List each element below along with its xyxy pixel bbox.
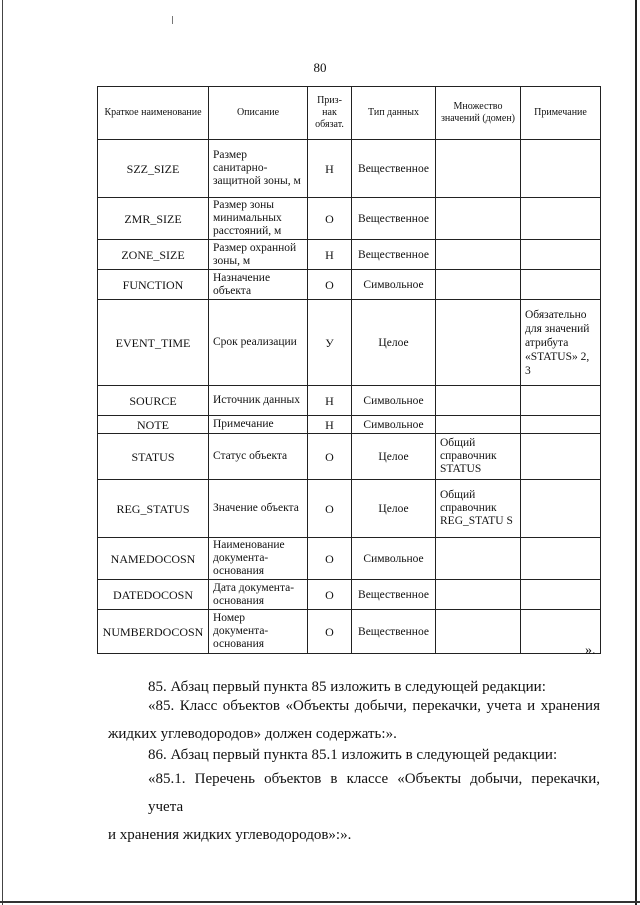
- cell-type: Целое: [352, 300, 436, 386]
- cell-description: Статус объекта: [209, 434, 308, 480]
- cell-name: NUMBERDOCOSN: [98, 610, 209, 654]
- paragraph-86-intro: 86. Абзац первый пункта 85.1 изложить в следующей редакции:: [148, 747, 558, 763]
- cell-domain: [436, 580, 521, 610]
- cell-name: FUNCTION: [98, 270, 209, 300]
- cell-note: [521, 386, 601, 416]
- cell-note: Обязательно для значений атрибута «STATUS» 2, 3: [521, 300, 601, 386]
- cell-description: Дата документа-основания: [209, 580, 308, 610]
- cell-name: EVENT_TIME: [98, 300, 209, 386]
- header-required-flag: Приз-нак обязат.: [308, 87, 352, 140]
- cell-domain: Общий справочник REG_STATU S: [436, 480, 521, 538]
- table-row: [98, 300, 601, 386]
- table-row: [98, 538, 601, 580]
- scan-edge-bottom: [0, 901, 640, 903]
- table-row: [98, 140, 601, 198]
- scan-mark: [172, 16, 173, 24]
- cell-flag: О: [308, 434, 352, 480]
- closing-quote-mark: ».: [585, 643, 596, 658]
- scan-edge-right: [635, 0, 637, 905]
- cell-type: Символьное: [352, 270, 436, 300]
- header-domain: Множество значений (домен): [436, 87, 521, 140]
- cell-description: Номер документа-основания: [209, 610, 308, 654]
- cell-flag: Н: [308, 416, 352, 434]
- cell-name: DATEDOCOSN: [98, 580, 209, 610]
- cell-note: [521, 198, 601, 240]
- cell-flag: О: [308, 538, 352, 580]
- cell-type: Целое: [352, 434, 436, 480]
- cell-flag: Н: [308, 386, 352, 416]
- page-number: 80: [313, 60, 327, 75]
- cell-name: NOTE: [98, 416, 209, 434]
- cell-type: Символьное: [352, 386, 436, 416]
- cell-note: [521, 434, 601, 480]
- cell-domain: [436, 300, 521, 386]
- header-data-type: Тип данных: [352, 87, 436, 140]
- table-row: [98, 386, 601, 416]
- cell-flag: О: [308, 610, 352, 654]
- cell-note: [521, 416, 601, 434]
- cell-description: Источник данных: [209, 386, 308, 416]
- cell-domain: [436, 416, 521, 434]
- cell-note: [521, 538, 601, 580]
- cell-domain: Общий справочник STATUS: [436, 434, 521, 480]
- header-short-name: Краткое наименование: [98, 87, 209, 140]
- cell-domain: [436, 140, 521, 198]
- header-description: Описание: [209, 87, 308, 140]
- cell-flag: О: [308, 580, 352, 610]
- cell-domain: [436, 386, 521, 416]
- cell-domain: [436, 240, 521, 270]
- paragraph-85-text: [108, 692, 600, 748]
- cell-name: NAMEDOCOSN: [98, 538, 209, 580]
- paragraph-85-1-text: [108, 765, 600, 849]
- cell-domain: [436, 270, 521, 300]
- cell-description: Примечание: [209, 416, 308, 434]
- cell-description: Наименование документа-основания: [209, 538, 308, 580]
- table-row: [98, 270, 601, 300]
- cell-type: Вещественное: [352, 610, 436, 654]
- cell-type: Символьное: [352, 538, 436, 580]
- table-row: [98, 198, 601, 240]
- cell-name: REG_STATUS: [98, 480, 209, 538]
- cell-flag: О: [308, 270, 352, 300]
- cell-domain: [436, 538, 521, 580]
- header-note: Примечание: [521, 87, 601, 140]
- cell-type: Символьное: [352, 416, 436, 434]
- cell-description: Размер охранной зоны, м: [209, 240, 308, 270]
- table-row: [98, 480, 601, 538]
- cell-name: STATUS: [98, 434, 209, 480]
- scan-edge-left: [2, 0, 3, 905]
- cell-flag: О: [308, 480, 352, 538]
- cell-note: [521, 140, 601, 198]
- cell-description: Значение объекта: [209, 480, 308, 538]
- paragraph-85-line-2: жидких углеводородов» должен содержать:».: [108, 726, 397, 742]
- table-row: [98, 610, 601, 654]
- cell-type: Вещественное: [352, 140, 436, 198]
- cell-type: Вещественное: [352, 198, 436, 240]
- paragraph-85-1-line-1: «85.1. Перечень объектов в классе «Объекты добычи, перекачки, учета: [148, 771, 600, 815]
- attributes-table: [97, 86, 601, 654]
- table-row: [98, 434, 601, 480]
- cell-note: [521, 480, 601, 538]
- paragraph-85-line-1: «85. Класс объектов «Объекты добычи, перекачки, учета и хранения: [148, 698, 600, 714]
- cell-note: [521, 270, 601, 300]
- cell-name: ZMR_SIZE: [98, 198, 209, 240]
- table-row: [98, 580, 601, 610]
- cell-flag: Н: [308, 140, 352, 198]
- paragraph-85-intro: 85. Абзац первый пункта 85 изложить в следующей редакции:: [148, 679, 546, 695]
- cell-description: Размер санитарно-защитной зоны, м: [209, 140, 308, 198]
- cell-description: Назначение объекта: [209, 270, 308, 300]
- cell-domain: [436, 198, 521, 240]
- cell-flag: У: [308, 300, 352, 386]
- cell-type: Целое: [352, 480, 436, 538]
- cell-description: Срок реализации: [209, 300, 308, 386]
- cell-name: SZZ_SIZE: [98, 140, 209, 198]
- cell-type: Вещественное: [352, 240, 436, 270]
- table-header-row: [98, 87, 601, 140]
- cell-note: [521, 580, 601, 610]
- cell-flag: О: [308, 198, 352, 240]
- table-row: [98, 240, 601, 270]
- table-row: [98, 416, 601, 434]
- cell-description: Размер зоны минимальных расстояний, м: [209, 198, 308, 240]
- cell-name: ZONE_SIZE: [98, 240, 209, 270]
- cell-name: SOURCE: [98, 386, 209, 416]
- cell-domain: [436, 610, 521, 654]
- cell-flag: Н: [308, 240, 352, 270]
- cell-note: [521, 240, 601, 270]
- cell-type: Вещественное: [352, 580, 436, 610]
- paragraph-85-1-line-2: и хранения жидких углеводородов»:».: [108, 827, 352, 843]
